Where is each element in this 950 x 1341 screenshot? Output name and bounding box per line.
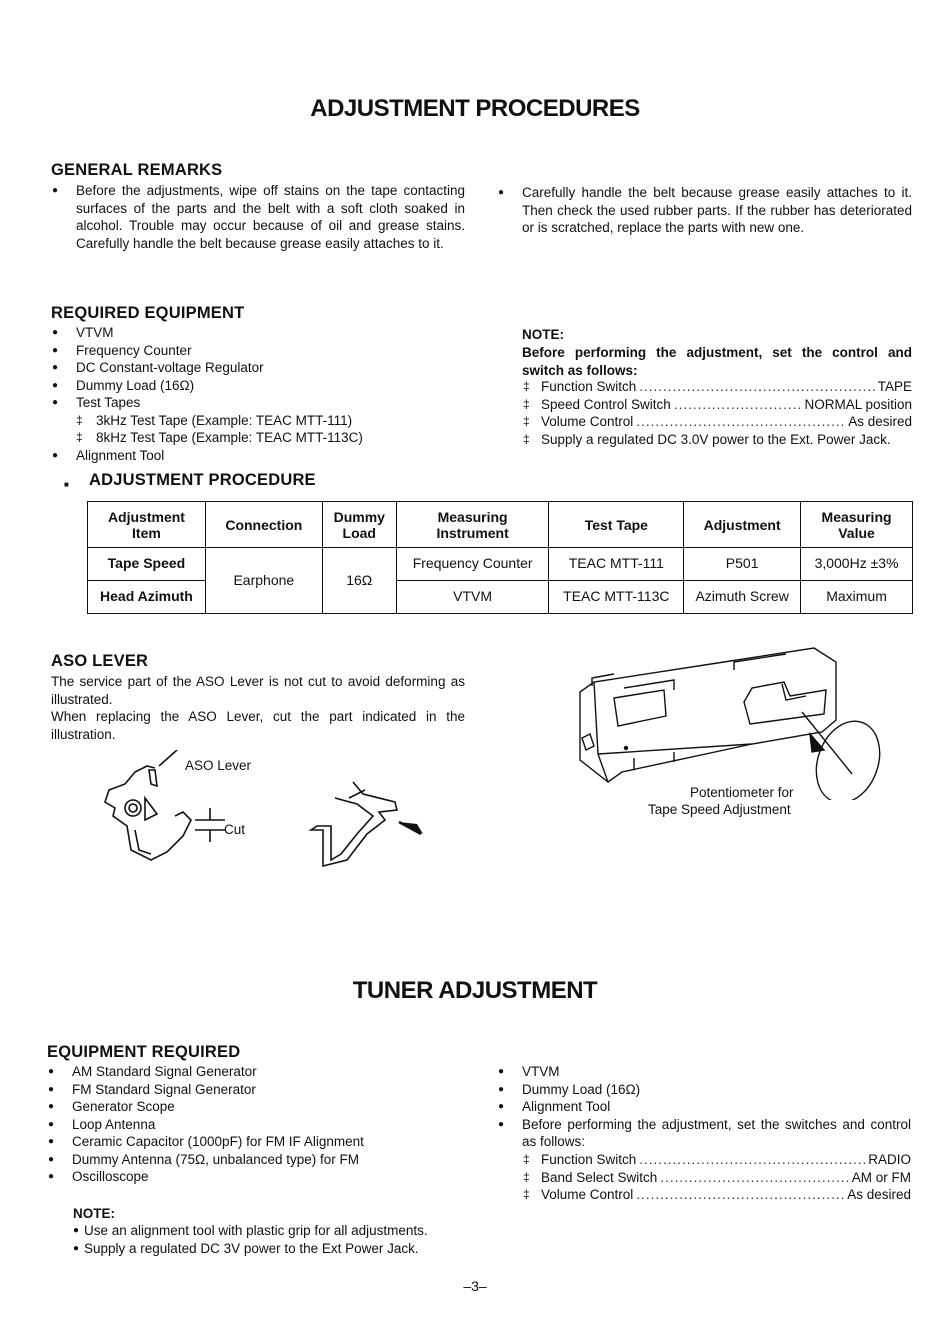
general-remark-right-item: ● Carefully handle the belt because grease easily attaches to it. Then check the used rubber parts. If the rubber has deteriorated or is scratched, replace the parts with new one. xyxy=(497,184,912,237)
cut-label: Cut xyxy=(224,822,246,837)
tuner-equipment-item: ● VTVM xyxy=(497,1063,911,1081)
column-header: Measuring Value xyxy=(801,502,913,548)
setting-row: ‡ Function Switch ..... RADIO xyxy=(522,1151,911,1169)
column-header: Connection xyxy=(205,502,322,548)
required-equipment-heading: REQUIRED EQUIPMENT xyxy=(51,304,245,322)
potentiometer-label-1: Potentiometer for xyxy=(690,785,794,800)
setting-row: ‡ Volume Control ..... As desired xyxy=(522,413,912,431)
column-header: Dummy Load xyxy=(322,502,396,548)
setting-row: ‡ Volume Control ..... As desired xyxy=(522,1186,911,1204)
table-cell: TEAC MTT-111 xyxy=(549,548,684,581)
tuner-switch-settings xyxy=(522,1151,911,1204)
setting-row: ‡ Speed Control Switch ..... NORMAL position xyxy=(522,396,912,414)
tuner-equipment-item: ● Dummy Antenna (75Ω, unbalanced type) for FM xyxy=(47,1151,467,1169)
table-cell: TEAC MTT-113C xyxy=(549,581,684,614)
equipment-item: ● Frequency Counter xyxy=(51,342,471,360)
table-cell: P501 xyxy=(684,548,801,581)
tuner-equipment-item: ● FM Standard Signal Generator xyxy=(47,1081,467,1099)
column-header: Test Tape xyxy=(549,502,684,548)
table-cell: Frequency Counter xyxy=(396,548,549,581)
equipment-item: ● Test Tapes xyxy=(51,394,471,412)
equipment-item: ● Dummy Load (16Ω) xyxy=(51,377,471,395)
column-header: Measuring Instrument xyxy=(396,502,549,548)
equipment-item: ● DC Constant-voltage Regulator xyxy=(51,359,471,377)
potentiometer-label-2: Tape Speed Adjustment xyxy=(648,802,791,817)
tuner-equipment-item: ● Loop Antenna xyxy=(47,1116,467,1134)
table-cell: Azimuth Screw xyxy=(684,581,801,614)
tuner-equipment-item: ● Generator Scope xyxy=(47,1098,467,1116)
note-2-list xyxy=(73,1222,473,1257)
note-2-item: ● Supply a regulated DC 3V power to the Ext Power Jack. xyxy=(73,1240,473,1258)
table-cell: Head Azimuth xyxy=(88,581,206,614)
table-cell: Tape Speed xyxy=(88,548,206,581)
note-text: Before performing the adjustment, set the control and switch as follows: xyxy=(522,345,912,378)
tape-recorder-illustration xyxy=(574,640,886,800)
aso-lever-heading: ASO LEVER xyxy=(51,652,149,670)
table-header-row xyxy=(88,502,913,548)
setting-row: ‡ Band Select Switch ..... AM or FM xyxy=(522,1169,911,1187)
note-settings xyxy=(522,378,912,448)
square-bullet-icon: ■ xyxy=(64,480,69,489)
general-remarks-heading: GENERAL REMARKS xyxy=(51,161,223,179)
aso-lever-illustration xyxy=(95,750,440,880)
page-title: ADJUSTMENT PROCEDURES xyxy=(310,95,640,122)
test-tape-item: ‡ 8kHz Test Tape (Example: TEAC MTT-113C) xyxy=(51,429,471,447)
tuner-equipment-item: ● AM Standard Signal Generator xyxy=(47,1063,467,1081)
tuner-equipment-item: ● Dummy Load (16Ω) xyxy=(497,1081,911,1099)
table-cell: 3,000Hz ±3% xyxy=(801,548,913,581)
table-cell: Maximum xyxy=(801,581,913,614)
adjustment-table xyxy=(87,501,913,614)
setting-row: ‡ Supply a regulated DC 3.0V power to the Ext. Power Jack. xyxy=(522,431,912,449)
general-remark-left-item: ● Before the adjustments, wipe off stains on the tape contacting surfaces of the parts and the belt with a soft cloth soaked in alcohol. Trouble may occur because of oil and grease stains. Carefully handle the belt because grease easily attaches to it. xyxy=(51,182,465,252)
tuner-equipment-left xyxy=(47,1063,467,1186)
table-cell: Earphone xyxy=(205,548,322,614)
tuner-title: TUNER ADJUSTMENT xyxy=(352,977,598,1004)
general-remarks-right xyxy=(497,184,912,237)
test-tape-item: ‡ 3kHz Test Tape (Example: TEAC MTT-111) xyxy=(51,412,471,430)
page-number: –3– xyxy=(463,1278,487,1294)
aso-lever-label: ASO Lever xyxy=(185,758,252,773)
aso-lever-text-1: The service part of the ASO Lever is not cut to avoid deforming as illustrated. xyxy=(51,674,465,707)
tuner-equipment-item: ● Ceramic Capacitor (1000pF) for FM IF Alignment xyxy=(47,1133,467,1151)
column-header: Adjustment xyxy=(684,502,801,548)
aso-lever-text-2: When replacing the ASO Lever, cut the part indicated in the illustration. xyxy=(51,709,465,742)
setting-row: ‡ Function Switch ..... TAPE xyxy=(522,378,912,396)
note-2-title: NOTE: xyxy=(73,1206,115,1221)
equipment-item: ● Alignment Tool xyxy=(51,447,471,465)
required-equipment-list xyxy=(51,324,471,464)
tuner-equipment-item: ● Alignment Tool xyxy=(497,1098,911,1116)
tuner-equipment-item: ● Before performing the adjustment, set the switches and control as follows: xyxy=(497,1116,911,1151)
column-header: Adjustment Item xyxy=(88,502,206,548)
equipment-item: ● VTVM xyxy=(51,324,471,342)
tuner-equipment-item: ● Oscilloscope xyxy=(47,1168,467,1186)
note-2-item: ● Use an alignment tool with plastic grip for all adjustments. xyxy=(73,1222,473,1240)
adjustment-procedure-heading: ADJUSTMENT PROCEDURE xyxy=(89,471,316,489)
tuner-equipment-right xyxy=(497,1063,911,1151)
table-cell: 16Ω xyxy=(322,548,396,614)
note-title: NOTE: xyxy=(522,327,564,342)
equipment-required-heading: EQUIPMENT REQUIRED xyxy=(47,1043,241,1061)
table-row xyxy=(88,548,913,581)
table-cell: VTVM xyxy=(396,581,549,614)
general-remarks-left xyxy=(51,182,465,252)
